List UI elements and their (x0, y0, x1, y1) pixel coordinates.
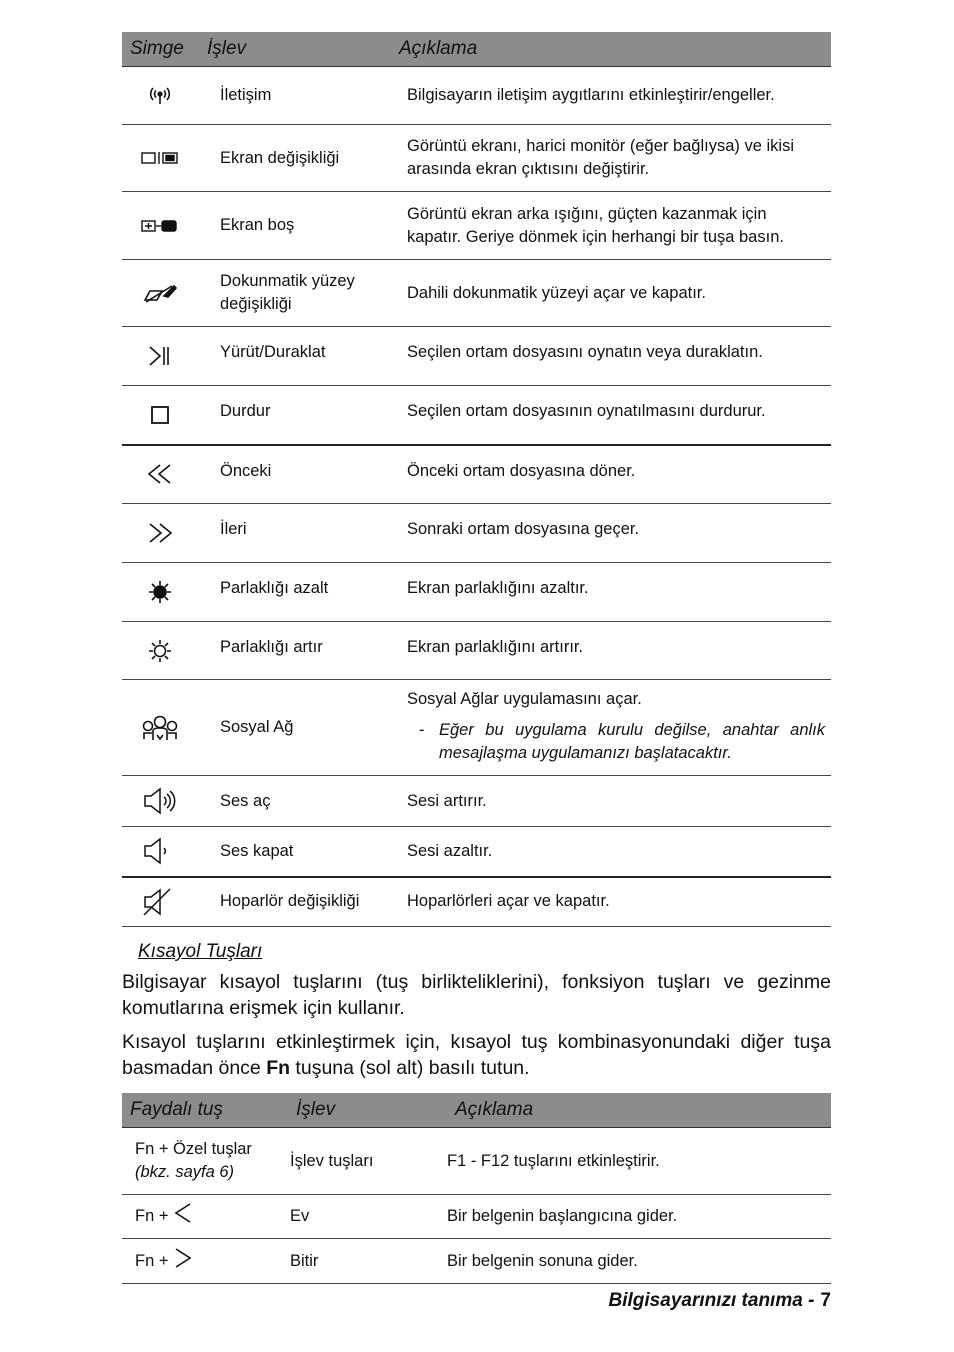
header-icon: Simge (122, 32, 198, 67)
table-row (122, 1128, 831, 1195)
row-function: Parlaklığı azalt (198, 563, 391, 622)
row-function: Önceki (198, 445, 391, 504)
paragraph-intro: Bilgisayar kısayol tuşlarını (tuş birlikteliklerini), fonksiyon tuşları ve gezinme komutlarına erişmek için kullanır. (122, 971, 831, 1019)
brightness-down-icon (122, 580, 198, 604)
header-description: Açıklama (391, 32, 831, 67)
row-function: Ekran değişikliği (198, 125, 391, 192)
row-description: Ekran parlaklığını artırır. (391, 622, 831, 680)
note-dash: - (419, 721, 425, 739)
touchpad-toggle-icon (122, 282, 198, 304)
row-description: F1 - F12 tuşlarını etkinleştirir. (447, 1128, 831, 1195)
table-row (122, 260, 831, 327)
row-function: İletişim (198, 67, 391, 125)
table-row (122, 680, 831, 776)
paragraph-fn-before: Kısayol tuşlarını etkinleştirmek için, kısayol tuş kombinasyonundaki diğer tuşa basmadan önce (122, 1031, 831, 1079)
page-footer (609, 1290, 831, 1312)
row-description: Dahili dokunmatik yüzeyi açar ve kapatır. (391, 260, 831, 327)
row-function: Ses kapat (198, 827, 391, 877)
key-note: (bkz. sayfa 6) (135, 1163, 235, 1181)
key-combo: Fn + (135, 1251, 169, 1270)
stop-icon (122, 404, 198, 426)
row-description: Sosyal Ağlar uygulamasını açar. (407, 690, 642, 708)
table-row (122, 827, 831, 877)
row-description: Önceki ortam dosyasına döner. (391, 445, 831, 504)
wireless-icon (122, 86, 198, 106)
speaker-toggle-icon (122, 887, 198, 917)
row-description: Görüntü ekranı, harici monitör (eğer bağlıysa) ve ikisi arasında ekran çıktısını değiştirir. (391, 125, 831, 192)
previous-icon (122, 463, 198, 485)
row-description: Görüntü ekran arka ışığını, güçten kazanmak için kapatır. Geriye dönmek için herhangi bir tuşa basın. (391, 192, 831, 260)
row-description: Sesi azaltır. (391, 827, 831, 877)
row-description: Sonraki ortam dosyasına geçer. (391, 504, 831, 563)
table-row (122, 1239, 831, 1284)
paragraph-fn-after: tuşuna (sol alt) basılı tutun. (290, 1057, 530, 1079)
fn-key-text: Fn (266, 1057, 291, 1079)
header-function: İşlev (198, 32, 391, 67)
hotkey-table (122, 1093, 831, 1284)
row-function: Ekran boş (198, 192, 391, 260)
row-function: Yürüt/Duraklat (198, 327, 391, 386)
less-than-icon (173, 1202, 193, 1231)
table-header (122, 1093, 831, 1128)
key-combo: Fn + Özel tuşlar (135, 1140, 252, 1158)
row-function: Durdur (198, 386, 391, 445)
row-function: Dokunmatik yüzey değişikliği (198, 260, 391, 327)
footer-title: Bilgisayarınızı tanıma - (608, 1290, 815, 1311)
table-row (122, 327, 831, 386)
row-function: İşlev tuşları (288, 1128, 447, 1195)
row-function: Ev (288, 1195, 447, 1239)
header-key: Faydalı tuş (122, 1093, 288, 1128)
row-function: Parlaklığı artır (198, 622, 391, 680)
table-row (122, 386, 831, 445)
table-row (122, 622, 831, 680)
table-row (122, 192, 831, 260)
display-off-icon (122, 219, 198, 233)
table-row (122, 1195, 831, 1239)
table-row (122, 776, 831, 827)
volume-up-icon (122, 787, 198, 815)
row-description: Bir belgenin sonuna gider. (447, 1239, 831, 1284)
next-icon (122, 522, 198, 544)
paragraph-fn (122, 1029, 831, 1081)
brightness-up-icon (122, 639, 198, 663)
table-row (122, 563, 831, 622)
note-text: Eğer bu uygulama kurulu değilse, anahtar anlık mesajlaşma uygulamanızı başlatacaktır. (439, 721, 825, 762)
shortcut-icons-table (122, 32, 831, 927)
row-description: Sesi artırır. (391, 776, 831, 827)
row-description: Bir belgenin başlangıcına gider. (447, 1195, 831, 1239)
key-combo: Fn + (135, 1206, 169, 1225)
row-note (407, 719, 825, 765)
row-function: Hoparlör değişikliği (198, 877, 391, 927)
play-pause-icon (122, 345, 198, 367)
row-function: Sosyal Ağ (198, 680, 391, 776)
row-description: Hoparlörleri açar ve kapatır. (391, 877, 831, 927)
table-row (122, 67, 831, 125)
row-description: Seçilen ortam dosyasını oynatın veya duraklatın. (391, 327, 831, 386)
row-description: Ekran parlaklığını azaltır. (391, 563, 831, 622)
section-title: Kısayol Tuşları (138, 941, 263, 962)
display-switch-icon (122, 151, 198, 165)
table-row (122, 445, 831, 504)
header-description: Açıklama (447, 1093, 831, 1128)
table-row (122, 877, 831, 927)
row-description: Seçilen ortam dosyasının oynatılmasını durdurur. (391, 386, 831, 445)
volume-down-icon (122, 837, 198, 865)
header-function: İşlev (288, 1093, 447, 1128)
row-function: Ses aç (198, 776, 391, 827)
row-function: Bitir (288, 1239, 447, 1284)
social-network-icon (122, 715, 198, 741)
page-number: 7 (820, 1290, 831, 1311)
row-function: İleri (198, 504, 391, 563)
table-row (122, 504, 831, 563)
table-row (122, 125, 831, 192)
table-header (122, 32, 831, 67)
row-description: Bilgisayarın iletişim aygıtlarını etkinleştirir/engeller. (391, 67, 831, 125)
greater-than-icon (173, 1247, 193, 1276)
